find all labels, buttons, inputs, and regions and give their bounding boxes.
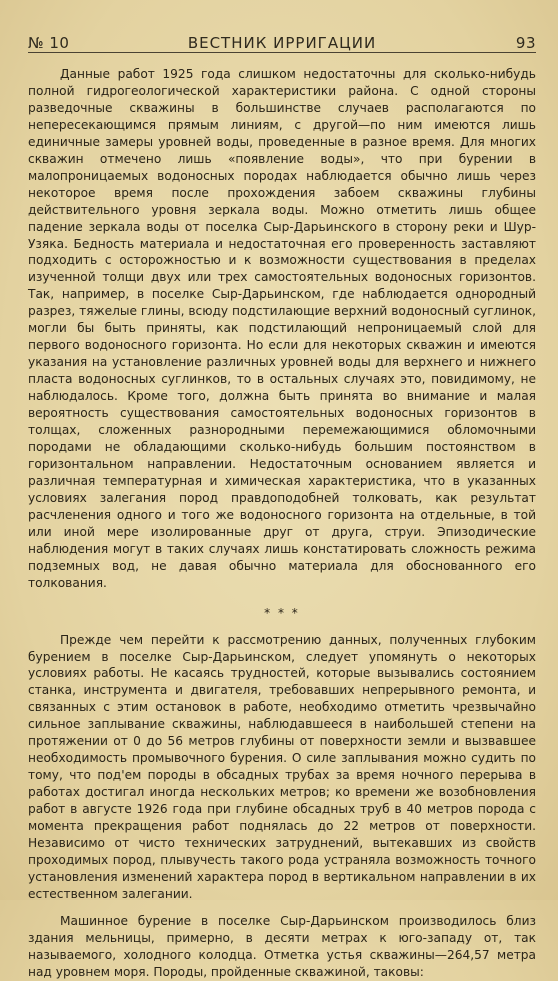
journal-title: ВЕСТНИК ИРРИГАЦИИ (187, 34, 377, 52)
header-rule (28, 52, 536, 53)
issue-number: № 10 (28, 34, 70, 52)
section-separator: * * * (264, 605, 300, 620)
paragraph-1: Данные работ 1925 года слишком недостаточны для сколько-нибудь полной гидрогеологической характеристики района. С одной стороны разведочные скважины в большинстве случаев располагаются по непересекающимся прямым линиям, с другой—по ним имеются лишь единичные замеры уровней воды, проведенные в разное время. Для многих скважин отмечено лишь «появление воды», что при бурении в малопроницаемых водоносных породах наблюдается обычно лишь через некоторое время после прохождения забоем скважины глубины действительного уровня зеркала воды. Можно отметить лишь общее падение зеркала воды от поселка Сыр-Дарьинского в сторону реки и Шур-Узяка. Бедность материала и недостаточная его проверенность заставляют подходить с осторожностью и к возможности существования в пределах изученной толщи двух или трех самостоятельных водоносных горизонтов. Так, например, в поселке Сыр-Дарьинском, где наблюдается однородный разрез, тяжелые глины, всюду подстилающие верхний водоносный суглинок, могли бы быть приняты, как подстилающий непроницаемый слой для первого водоносного горизонта. Но если для некоторых скважин и имеются указания на установление различных уровней воды для верхнего и нижнего пласта водоносных суглинков, то в остальных случаях это, повидимому, не наблюдалось. Кроме того, должна быть принята во внимание и малая вероятность существования самостоятельных водоносных горизонтов в толщах, сложенных разнородными перемежающимися обломочными породами не обладающими сколько-нибудь большим постоянством в горизонтальном направлении. Недостаточным основанием является и различная температурная и химическая характеристика, что в указанных условиях залегания пород правдоподобней толковать, как результат расчленения одного и того же водоносного горизонта на отдельные, в той или иной мере изолированные друг от друга, струи. Эпизодические наблюдения могут в таких случаях лишь констатировать сложность режима подземных вод, не давая обычно материала для обоснованного его толкования. (28, 67, 536, 590)
paragraph-3: Машинное бурение в поселке Сыр-Дарьинском производилось близ здания мельницы, примерно, в десяти метрах к юго-западу от, так называемого, холодного колодца. Отметка устья скважины—264,57 метра над уровнем моря. Породы, пройденные скважиной, таковы: (28, 913, 536, 979)
page-number: 93 (515, 34, 536, 52)
page-header (28, 24, 536, 52)
article-body (28, 66, 536, 981)
paragraph-2: Прежде чем перейти к рассмотрению данных, полученных глубоким бурением в поселке Сыр-Дарьинском, следует упомянуть о некоторых условиях работы. Не касаясь трудностей, которые вызывались состоянием станка, инструмента и двигателя, требовавших непрерывного ремонта, и связанных с этим остановок в работе, необходимо отметить чрезвычайно сильное заплывание скважины, наблюдавшееся в наибольшей степени на протяжении от 0 до 56 метров глубины от поверхности земли и вызвавшее необходимость промывочного бурения. О силе заплывания можно судить по тому, что под'ем породы в обсадных трубах за время ночного перерыва в работах достигал иногда нескольких метров; ко времени же возобновления работ в августе 1926 года при глубине обсадных труб в 40 метров порода с момента прекращения работ поднялась до 22 метров от поверхности. Независимо от чисто технических затруднений, вытекавших из свойств проходимых пород, плывучесть такого рода устраняла возможность точного установления изменений характера пород в вертикальном направлении в их естественном залегании. (28, 632, 536, 901)
paragraph-gap (28, 903, 536, 913)
